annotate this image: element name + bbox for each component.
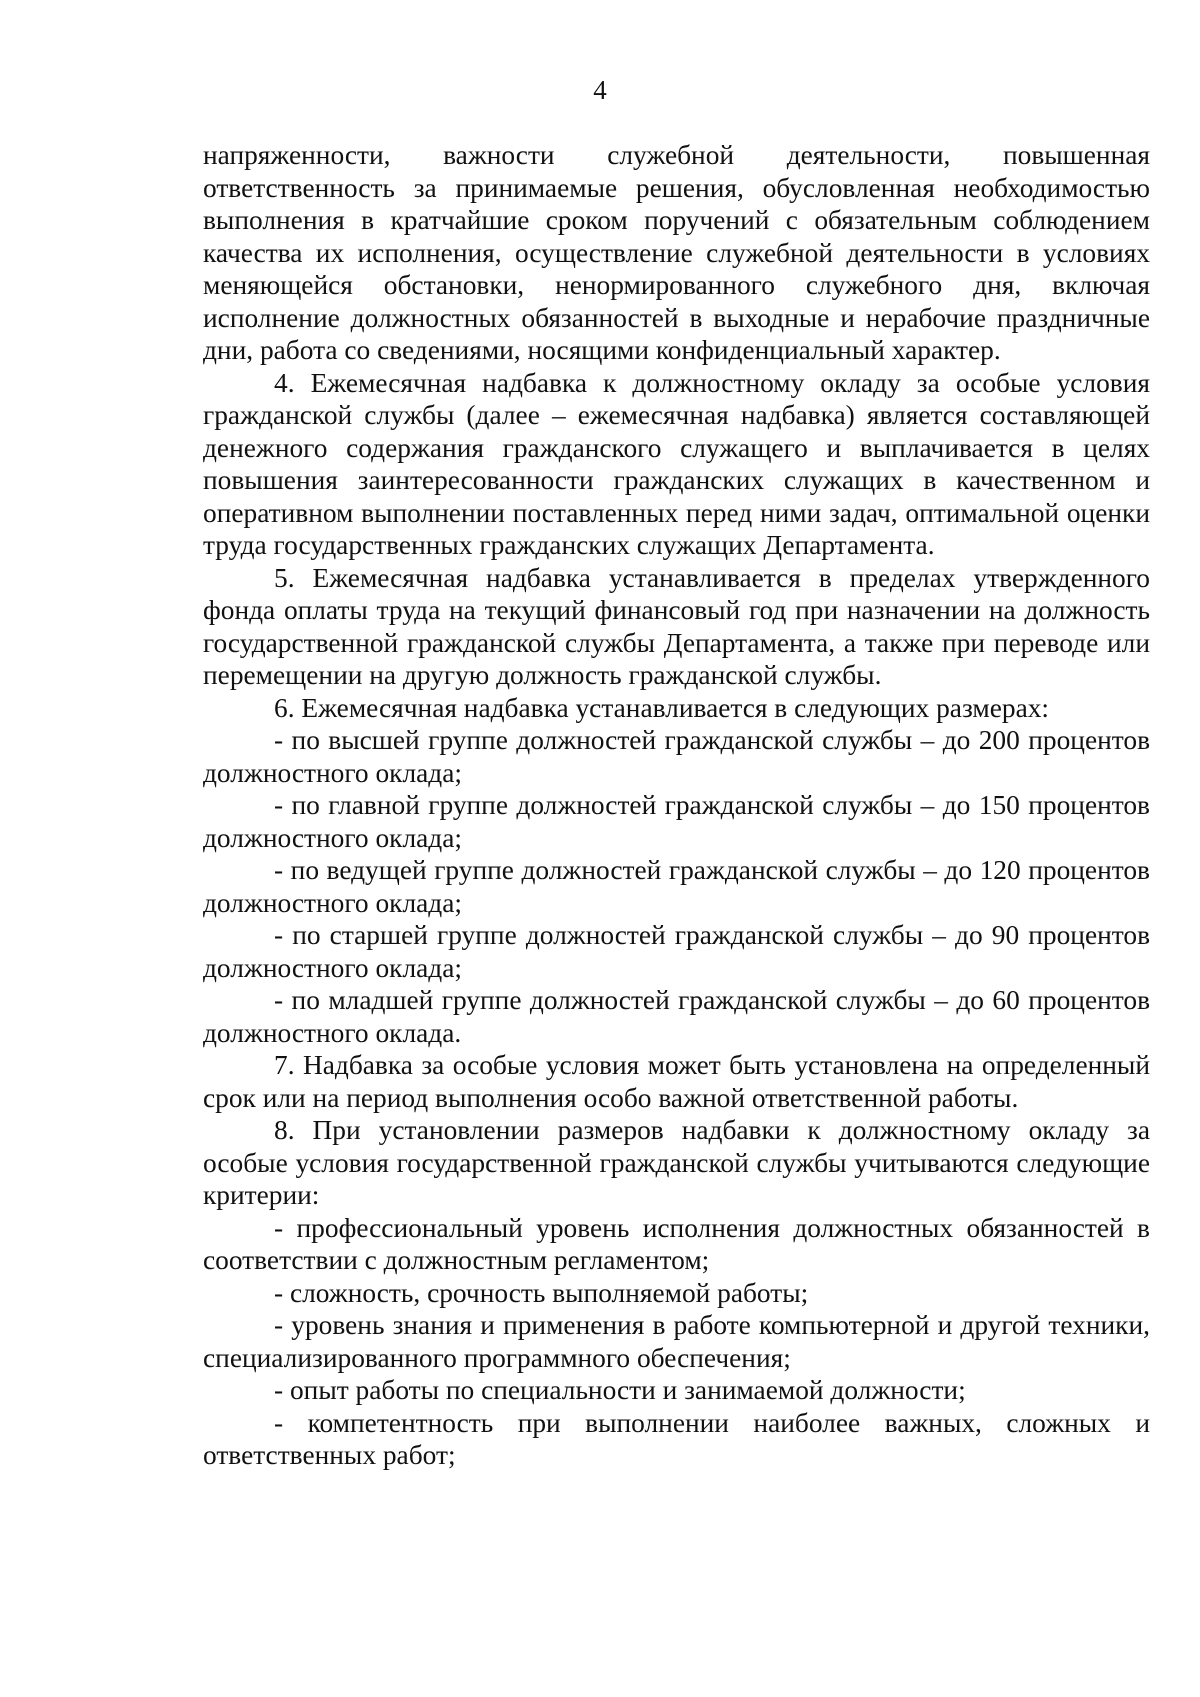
criteria-item-experience: - опыт работы по специальности и занимаемой должности; — [274, 1375, 966, 1405]
criteria-item-complexity: - сложность, срочность выполняемой работы; — [274, 1277, 809, 1308]
paragraph-continuation: напряженности, важности служебной деятельности, повышенная ответственность за принимаемые решения, обусловленная необходимостью выполнения в кратчайшие сроком поручений с обязательным соблюдением качества их исполнения, осуществление служебной деятельности в условиях меняющейся обстановки, ненормированного служебного дня, включая исполнение должностных обязанностей в выходные и нерабочие праздничные дни, работа со сведениями, носящими конфиденциальный характер. — [203, 140, 1150, 365]
list-item-senior-group: - по старшей группе должностей гражданской службы – до 90 процентов должностного оклада; — [203, 920, 1150, 983]
criteria-item-computer-skills: - уровень знания и применения в работе компьютерной и другой техники, специализированного программного обеспечения; — [203, 1310, 1150, 1373]
document-body — [203, 139, 1150, 1472]
paragraph-item-5: 5. Ежемесячная надбавка устанавливается в пределах утвержденного фонда оплаты труда на текущий финансовый год при назначении на должность государственной гражданской службы Департамента, а также при переводе или перемещении на другую должность гражданской службы. — [203, 562, 1150, 690]
paragraph-item-7: 7. Надбавка за особые условия может быть установлена на определенный срок или на период выполнения особо важной ответственной работы. — [203, 1050, 1150, 1113]
page-number: 4 — [593, 75, 607, 105]
list-item-leading-group: - по ведущей группе должностей гражданской службы – до 120 процентов должностного оклада; — [203, 855, 1150, 918]
list-item-junior-group: - по младшей группе должностей гражданской службы – до 60 процентов должностного оклада. — [203, 985, 1150, 1048]
list-item-highest-group: - по высшей группе должностей гражданской службы – до 200 процентов должностного оклада; — [203, 725, 1150, 788]
paragraph-item-8: 8. При установлении размеров надбавки к должностному окладу за особые условия государственной гражданской службы учитываются следующие критерии: — [203, 1115, 1150, 1210]
criteria-item-professional-level: - профессиональный уровень исполнения должностных обязанностей в соответствии с должностным регламентом; — [203, 1212, 1150, 1275]
list-item-main-group: - по главной группе должностей гражданской службы – до 150 процентов должностного оклада; — [203, 790, 1150, 853]
criteria-item-competence: - компетентность при выполнении наиболее важных, сложных и ответственных работ; — [203, 1407, 1150, 1470]
paragraph-item-6: 6. Ежемесячная надбавка устанавливается в следующих размерах: — [274, 692, 1050, 723]
paragraph-item-4: 4. Ежемесячная надбавка к должностному окладу за особые условия гражданской службы (далее – ежемесячная надбавка) является составляющей денежного содержания гражданского служащего и выплачивается в целях повышения заинтересованности гражданских служащих в качественном и оперативном выполнении поставленных перед ними задач, оптимальной оценки труда государственных гражданских служащих Департамента. — [203, 367, 1150, 560]
